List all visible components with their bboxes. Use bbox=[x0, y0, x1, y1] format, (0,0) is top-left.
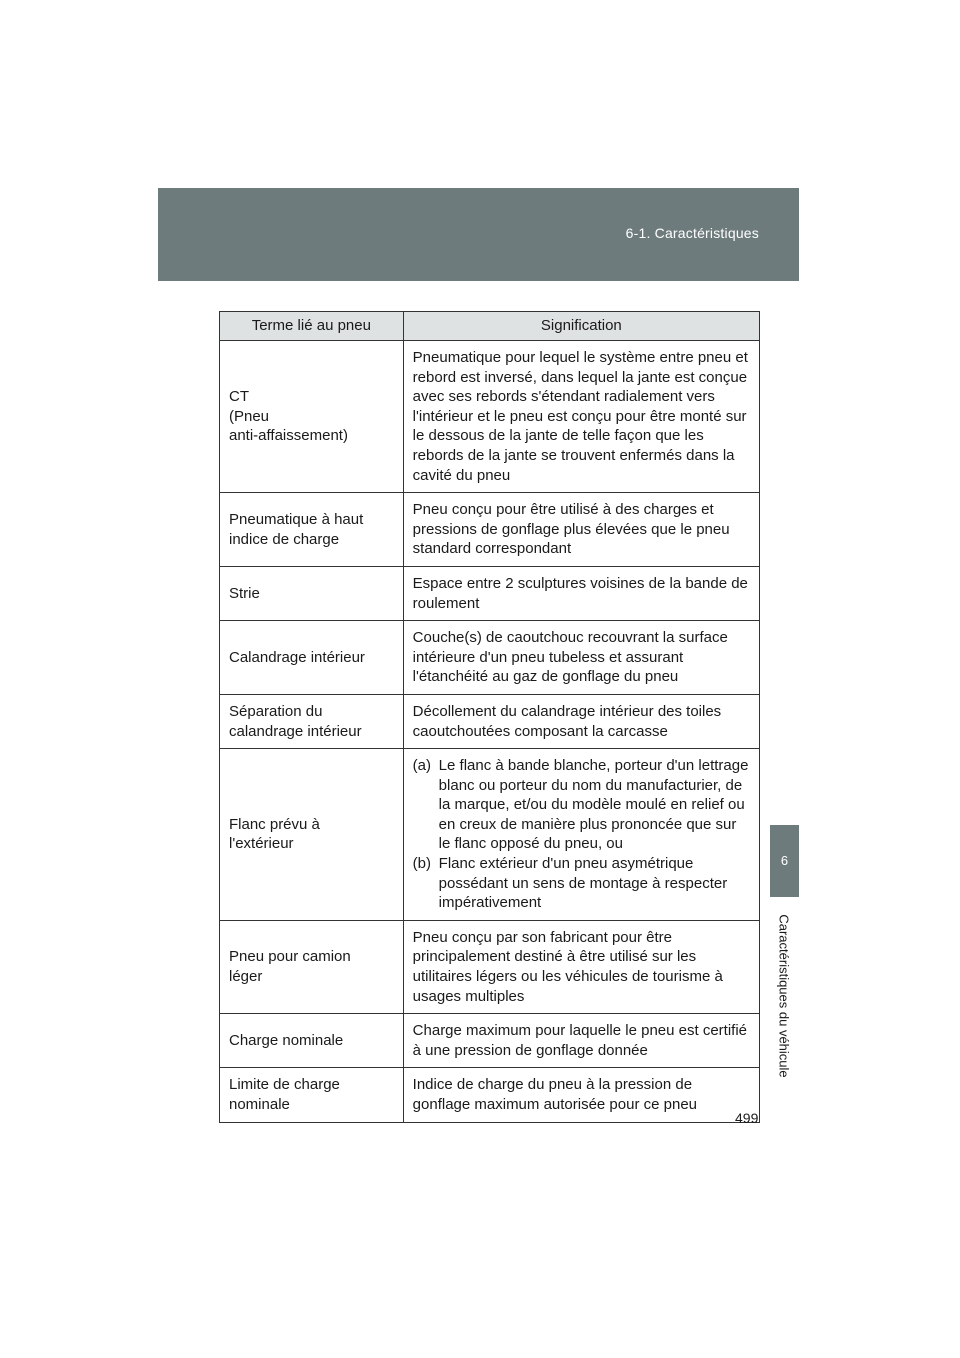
term-cell bbox=[220, 694, 404, 748]
enum-item bbox=[413, 756, 750, 854]
meaning-cell: Couche(s) de caoutchouc recouvrant la surface intérieure d'un pneu tubeless et assurant l'étanchéité au gaz de gonflage du pneu bbox=[403, 621, 759, 695]
meaning-cell: Indice de charge du pneu à la pression de gonflage maximum autorisée pour ce pneu bbox=[403, 1068, 759, 1122]
column-header-meaning: Signification bbox=[403, 312, 759, 341]
table-row bbox=[220, 920, 760, 1013]
chapter-label: Caractéristiques du véhicule bbox=[776, 914, 792, 1078]
term-line: Pneu pour camion bbox=[229, 948, 351, 966]
term-line: l'extérieur bbox=[229, 835, 294, 853]
term-line: calandrage intérieur bbox=[229, 722, 362, 740]
enum-text: Le flanc à bande blanche, porteur d'un lettrage blanc ou porteur du nom du manufacturier, de la marque, et/ou du modèle moulé en relief ou en creux de manière plus prononcée que sur le flanc opposé du pneu, ou bbox=[438, 757, 749, 853]
section-title: 6-1. Caractéristiques bbox=[625, 225, 759, 241]
enum-text: Flanc extérieur d'un pneu asymétrique possédant un sens de montage à respecter impérativement bbox=[438, 855, 728, 912]
enum-item bbox=[413, 854, 750, 913]
term-line: CT bbox=[229, 388, 249, 406]
term-cell bbox=[220, 920, 404, 1013]
term-cell bbox=[220, 1014, 404, 1068]
meaning-cell: Pneumatique pour lequel le système entre pneu et rebord est inversé, dans lequel la jante est conçue avec ses rebords s'étendant radialement vers l'intérieur et le pneu est conçu pour être monté sur le dessous de la jante de telle façon que les rebords de la jante se trouvent enfermés dans la cavité du pneu bbox=[403, 341, 759, 493]
term-line: léger bbox=[229, 968, 263, 986]
meaning-cell: Pneu conçu pour être utilisé à des charges et pressions de gonflage plus élevées que le pneu standard correspondant bbox=[403, 493, 759, 567]
enum-label: (b) bbox=[412, 855, 432, 873]
term-line: Séparation du bbox=[229, 702, 323, 720]
term-line: Calandrage intérieur bbox=[229, 648, 365, 666]
table-row bbox=[220, 749, 760, 921]
meaning-cell bbox=[403, 749, 759, 921]
table-row bbox=[220, 341, 760, 493]
term-line: Flanc prévu à bbox=[229, 815, 320, 833]
chapter-tab bbox=[770, 825, 799, 897]
table-row bbox=[220, 566, 760, 620]
meaning-cell: Espace entre 2 sculptures voisines de la bande de roulement bbox=[403, 566, 759, 620]
term-cell bbox=[220, 621, 404, 695]
term-line: anti-affaissement) bbox=[229, 427, 348, 445]
term-line: indice de charge bbox=[229, 530, 340, 548]
meaning-cell: Pneu conçu par son fabricant pour être principalement destiné à être utilisé sur les utilitaires légers ou les véhicules de tourisme à usages multiples bbox=[403, 920, 759, 1013]
term-line: Limite de charge bbox=[229, 1076, 340, 1094]
tire-terms-table bbox=[219, 311, 760, 1123]
term-cell bbox=[220, 749, 404, 921]
section-header-band bbox=[158, 188, 799, 281]
term-line: Pneumatique à haut bbox=[229, 510, 364, 528]
term-cell bbox=[220, 566, 404, 620]
term-line: Charge nominale bbox=[229, 1032, 344, 1050]
term-cell bbox=[220, 1068, 404, 1122]
table-row bbox=[220, 1068, 760, 1122]
table-header-row bbox=[220, 312, 760, 341]
term-cell bbox=[220, 341, 404, 493]
meaning-cell: Décollement du calandrage intérieur des toiles caoutchoutées composant la carcasse bbox=[403, 694, 759, 748]
page-number: 499 bbox=[735, 1110, 759, 1126]
table-row bbox=[220, 1014, 760, 1068]
table-row bbox=[220, 694, 760, 748]
chapter-number: 6 bbox=[780, 853, 789, 868]
term-line: nominale bbox=[229, 1096, 290, 1113]
term-line: (Pneu bbox=[229, 407, 270, 425]
term-cell bbox=[220, 493, 404, 567]
term-line: Strie bbox=[229, 584, 260, 602]
meaning-cell: Charge maximum pour laquelle le pneu est certifié à une pression de gonflage donnée bbox=[403, 1014, 759, 1068]
enum-label: (a) bbox=[412, 757, 432, 775]
column-header-term: Terme lié au pneu bbox=[220, 312, 404, 341]
table-row bbox=[220, 493, 760, 567]
table-row bbox=[220, 621, 760, 695]
